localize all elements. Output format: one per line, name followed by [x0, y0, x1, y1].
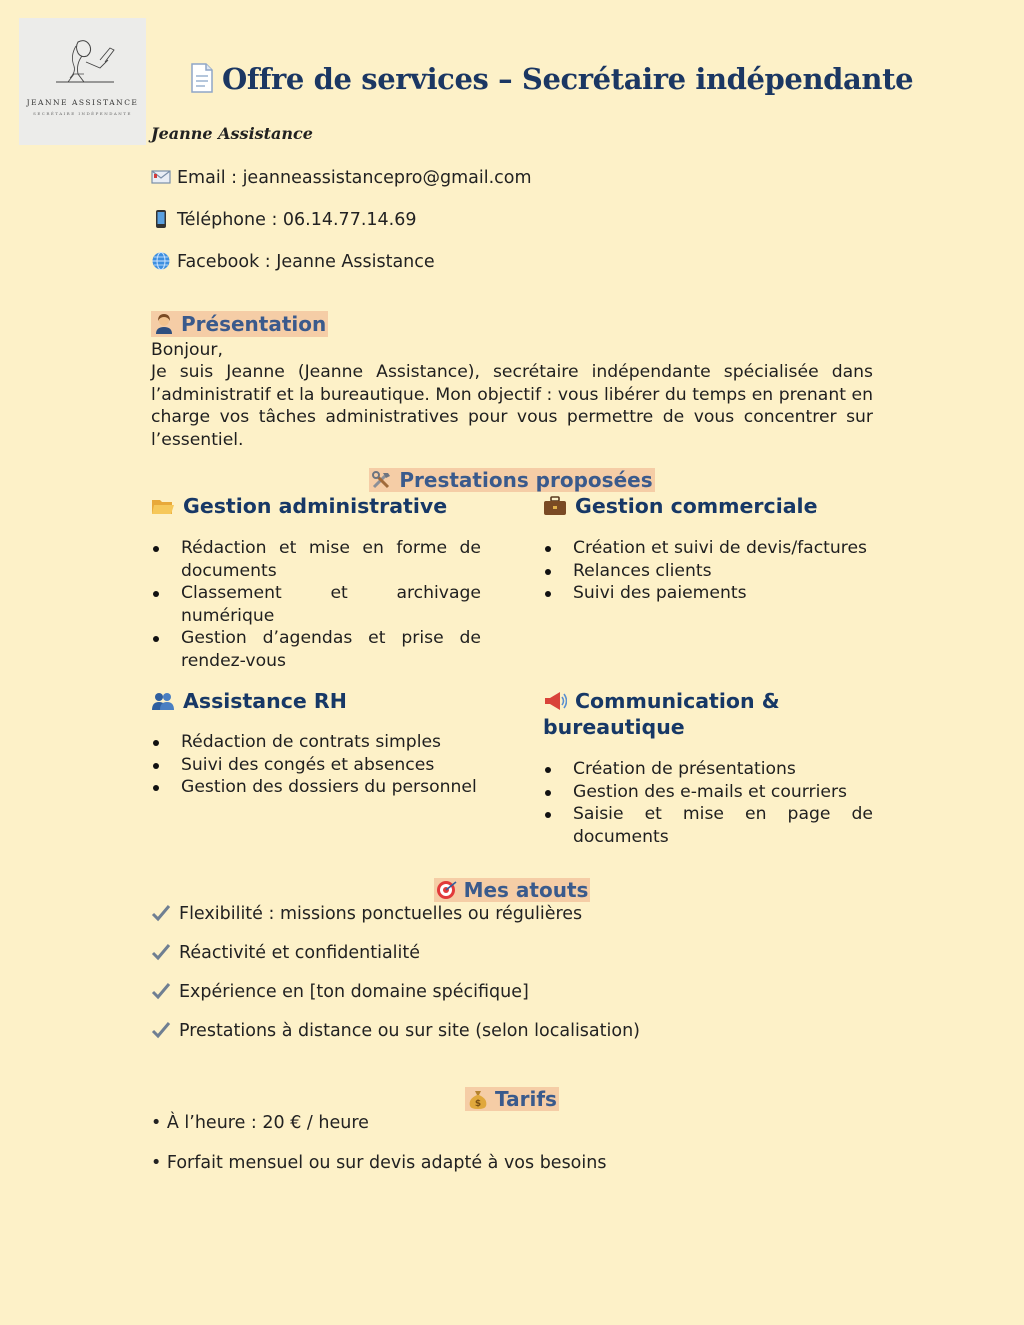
- list-item: Gestion d’agendas et prise de rendez-vous: [151, 627, 481, 672]
- atout-text: Flexibilité : missions ponctuelles ou régulières: [179, 904, 583, 924]
- list-item: Gestion des dossiers du personnel: [151, 776, 481, 799]
- atout-item: [151, 943, 420, 963]
- section-tarifs-title: Tarifs: [495, 1087, 557, 1111]
- contact-phone: [151, 210, 417, 230]
- document-icon: [190, 63, 214, 93]
- service-comm-title: Communication & bureautique: [543, 689, 780, 739]
- service-rh-list: [151, 731, 481, 799]
- list-item: Rédaction de contrats simples: [151, 731, 481, 754]
- loudspeaker-icon: [543, 691, 567, 711]
- check-mark-icon: [151, 943, 171, 961]
- woman-at-desk-illustration: [48, 36, 118, 94]
- atout-text: Expérience en [ton domaine spécifique]: [179, 982, 529, 1002]
- phone-icon: [151, 210, 171, 228]
- list-item: Saisie et mise en page de documents: [543, 803, 873, 848]
- contact-phone-text: Téléphone : 06.14.77.14.69: [177, 210, 417, 230]
- presentation-body: Je suis Jeanne (Jeanne Assistance), secrétaire indépendante spécialisée dans l’administratif et la bureautique. Mon objectif : vous libérer du temps en prenant en charge vos tâches administratives pour vous permettre de vous concentrer sur l’essentiel.: [151, 362, 873, 450]
- list-item: Relances clients: [543, 560, 873, 583]
- service-admin-heading: [151, 493, 447, 519]
- section-services-heading: [0, 467, 1024, 493]
- section-presentation-heading: [151, 311, 328, 337]
- tools-icon: [371, 470, 393, 490]
- target-icon: [436, 880, 458, 900]
- briefcase-icon: [543, 496, 567, 516]
- service-admin-list: [151, 537, 481, 672]
- list-item: Création et suivi de devis/factures: [543, 537, 873, 560]
- check-mark-icon: [151, 904, 171, 922]
- list-item: Rédaction et mise en forme de documents: [151, 537, 481, 582]
- section-presentation-title: Présentation: [181, 312, 327, 336]
- atout-item: [151, 1021, 640, 1041]
- section-atouts-heading: [0, 877, 1024, 903]
- service-commercial-list: [543, 537, 873, 605]
- presentation-greeting: Bonjour,: [151, 340, 223, 360]
- logo-brand: JEANNE ASSISTANCE: [26, 98, 139, 107]
- business-name: Jeanne Assistance: [151, 124, 313, 143]
- atout-item: [151, 982, 529, 1002]
- people-icon: [151, 691, 175, 711]
- atout-item: [151, 904, 582, 924]
- check-mark-icon: [151, 982, 171, 1000]
- section-atouts-title: Mes atouts: [463, 878, 589, 902]
- tarif-item: • Forfait mensuel ou sur devis adapté à vos besoins: [151, 1153, 607, 1173]
- contact-email-text: Email : jeanneassistancepro@gmail.com: [177, 168, 532, 188]
- contact-facebook: [151, 252, 435, 272]
- service-admin-title: Gestion administrative: [183, 494, 448, 518]
- list-item: Suivi des paiements: [543, 582, 873, 605]
- service-commercial-title: Gestion commerciale: [575, 494, 818, 518]
- tarif-item: • À l’heure : 20 € / heure: [151, 1113, 369, 1133]
- money-bag-icon: [467, 1089, 489, 1109]
- atout-text: Prestations à distance ou sur site (selon localisation): [179, 1021, 640, 1041]
- list-item: Gestion des e-mails et courriers: [543, 781, 873, 804]
- page-title: [190, 62, 913, 96]
- logo: [19, 18, 146, 145]
- list-item: Classement et archivage numérique: [151, 582, 481, 627]
- open-folder-icon: [151, 496, 175, 516]
- contact-facebook-text: Facebook : Jeanne Assistance: [177, 252, 435, 272]
- service-comm-list: [543, 758, 873, 848]
- email-icon: [151, 168, 171, 186]
- woman-office-worker-icon: [153, 314, 175, 334]
- section-services-title: Prestations proposées: [399, 468, 653, 492]
- contact-email: [151, 168, 532, 188]
- svg-text:$: $: [474, 1099, 482, 1109]
- list-item: Suivi des congés et absences: [151, 754, 481, 777]
- service-commercial-heading: [543, 493, 818, 519]
- section-tarifs-heading: [0, 1086, 1024, 1112]
- page-title-text: Offre de services – Secrétaire indépendante: [222, 62, 914, 96]
- globe-icon: [151, 252, 171, 270]
- check-mark-icon: [151, 1021, 171, 1039]
- atout-text: Réactivité et confidentialité: [179, 943, 421, 963]
- service-rh-title: Assistance RH: [183, 689, 347, 713]
- logo-tagline: SECRÉTAIRE INDÉPENDANTE: [33, 111, 132, 116]
- list-item: Création de présentations: [543, 758, 873, 781]
- service-rh-heading: [151, 688, 347, 714]
- service-comm-heading: [543, 688, 873, 740]
